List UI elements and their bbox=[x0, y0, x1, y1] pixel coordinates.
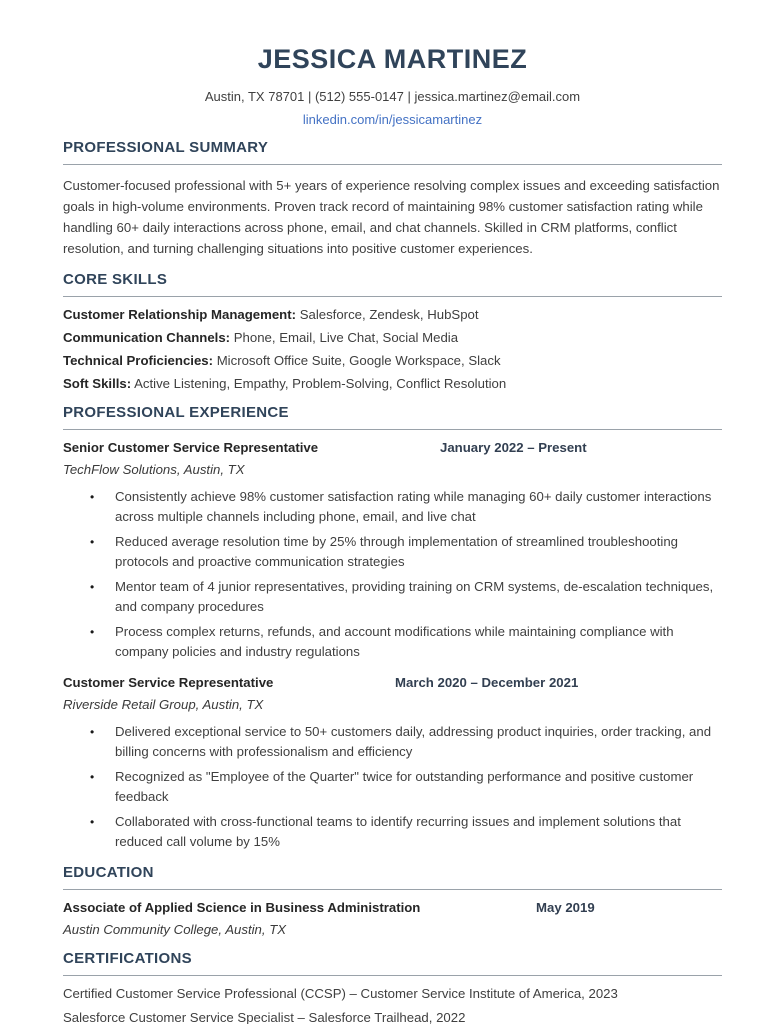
person-name: JESSICA MARTINEZ bbox=[257, 44, 528, 74]
bullet-icon: • bbox=[90, 490, 95, 504]
job-dates: January 2022 – Present bbox=[440, 440, 587, 455]
skill-line-communication bbox=[63, 330, 722, 346]
job-title: Customer Service Representative bbox=[63, 675, 274, 690]
degree-dates: May 2019 bbox=[536, 900, 595, 915]
section-professional-summary bbox=[63, 140, 722, 259]
section-heading-skills: CORE SKILLS bbox=[63, 272, 722, 297]
job-company: TechFlow Solutions, Austin, TX bbox=[63, 462, 245, 477]
linkedin-line bbox=[63, 112, 722, 127]
skill-value: Salesforce, Zendesk, HubSpot bbox=[299, 307, 479, 322]
bullet-text: Delivered exceptional service to 50+ customers daily, addressing product inquiries, order tracking, and billing concerns with professionalism and efficiency bbox=[115, 724, 712, 759]
skill-label: Communication Channels: bbox=[63, 330, 231, 345]
job-title-row bbox=[63, 675, 722, 691]
section-heading-certifications: CERTIFICATIONS bbox=[63, 951, 722, 976]
bullet-text: Mentor team of 4 junior representatives, providing training on CRM systems, de-escalation techniques, and company procedures bbox=[115, 579, 714, 614]
bullet-item bbox=[63, 812, 722, 852]
school-name: Austin Community College, Austin, TX bbox=[63, 922, 287, 937]
job-csr bbox=[63, 675, 722, 852]
skill-label: Soft Skills: bbox=[63, 376, 132, 391]
skill-value: Phone, Email, Live Chat, Social Media bbox=[233, 330, 459, 345]
bullet-text: Process complex returns, refunds, and account modifications while maintaining compliance with company policies and industry regulations bbox=[115, 624, 674, 659]
bullet-text: Recognized as "Employee of the Quarter" twice for outstanding performance and positive customer feedback bbox=[115, 769, 694, 804]
section-professional-experience bbox=[63, 405, 722, 852]
summary-text: Customer-focused professional with 5+ years of experience resolving complex issues and exceeding satisfaction goals in high-volume environments. Proven track record of maintaining 98% customer satisfaction rating while handling 60+ daily interactions across phone, email, and chat channels. Skilled in CRM platforms, conflict resolution, and turning challenging situations into positive customer experiences. bbox=[63, 178, 720, 256]
skill-line-crm bbox=[63, 307, 722, 323]
bullet-item bbox=[63, 767, 722, 807]
skill-label: Technical Proficiencies: bbox=[63, 353, 214, 368]
linkedin-link[interactable]: linkedin.com/in/jessicamartinez bbox=[302, 112, 483, 127]
section-heading-education: EDUCATION bbox=[63, 865, 722, 890]
contact-line: Austin, TX 78701 | (512) 555-0147 | jessica.martinez@email.com bbox=[204, 89, 581, 104]
section-core-skills bbox=[63, 272, 722, 392]
bullet-item bbox=[63, 722, 722, 762]
degree-row bbox=[63, 900, 722, 916]
section-certifications bbox=[63, 951, 722, 1024]
section-heading-summary: PROFESSIONAL SUMMARY bbox=[63, 140, 722, 165]
degree-title: Associate of Applied Science in Business Administration bbox=[63, 900, 421, 915]
skill-line-soft bbox=[63, 376, 722, 392]
skill-label: Customer Relationship Management: bbox=[63, 307, 297, 322]
bullet-item bbox=[63, 622, 722, 662]
certification-item: Certified Customer Service Professional (CCSP) – Customer Service Institute of America, 2023 bbox=[63, 986, 618, 1001]
section-heading-experience: PROFESSIONAL EXPERIENCE bbox=[63, 405, 722, 430]
job-title-row bbox=[63, 440, 722, 456]
skill-value: Active Listening, Empathy, Problem-Solving, Conflict Resolution bbox=[134, 376, 507, 391]
bullet-text: Reduced average resolution time by 25% through implementation of streamlined troubleshooting protocols and proactive communication strategies bbox=[115, 534, 678, 569]
bullet-icon: • bbox=[90, 815, 95, 829]
bullet-icon: • bbox=[90, 725, 95, 739]
bullet-item bbox=[63, 487, 722, 527]
certification-item: Salesforce Customer Service Specialist – Salesforce Trailhead, 2022 bbox=[63, 1010, 466, 1024]
job-title: Senior Customer Service Representative bbox=[63, 440, 319, 455]
bullet-icon: • bbox=[90, 625, 95, 639]
job-dates: March 2020 – December 2021 bbox=[395, 675, 579, 690]
bullet-icon: • bbox=[90, 770, 95, 784]
bullet-text: Collaborated with cross-functional teams to identify recurring issues and implement solutions that reduced call volume by 15% bbox=[115, 814, 681, 849]
job-senior-csr bbox=[63, 440, 722, 662]
bullet-item bbox=[63, 577, 722, 617]
bullet-icon: • bbox=[90, 580, 95, 594]
bullet-item bbox=[63, 532, 722, 572]
job-company: Riverside Retail Group, Austin, TX bbox=[63, 697, 264, 712]
bullet-icon: • bbox=[90, 535, 95, 549]
section-education bbox=[63, 865, 722, 938]
skill-value: Microsoft Office Suite, Google Workspace, Slack bbox=[216, 353, 501, 368]
skill-line-technical bbox=[63, 353, 722, 369]
bullet-text: Consistently achieve 98% customer satisfaction rating while managing 60+ daily customer interactions across multiple channels including phone, email, and live chat bbox=[115, 489, 712, 524]
